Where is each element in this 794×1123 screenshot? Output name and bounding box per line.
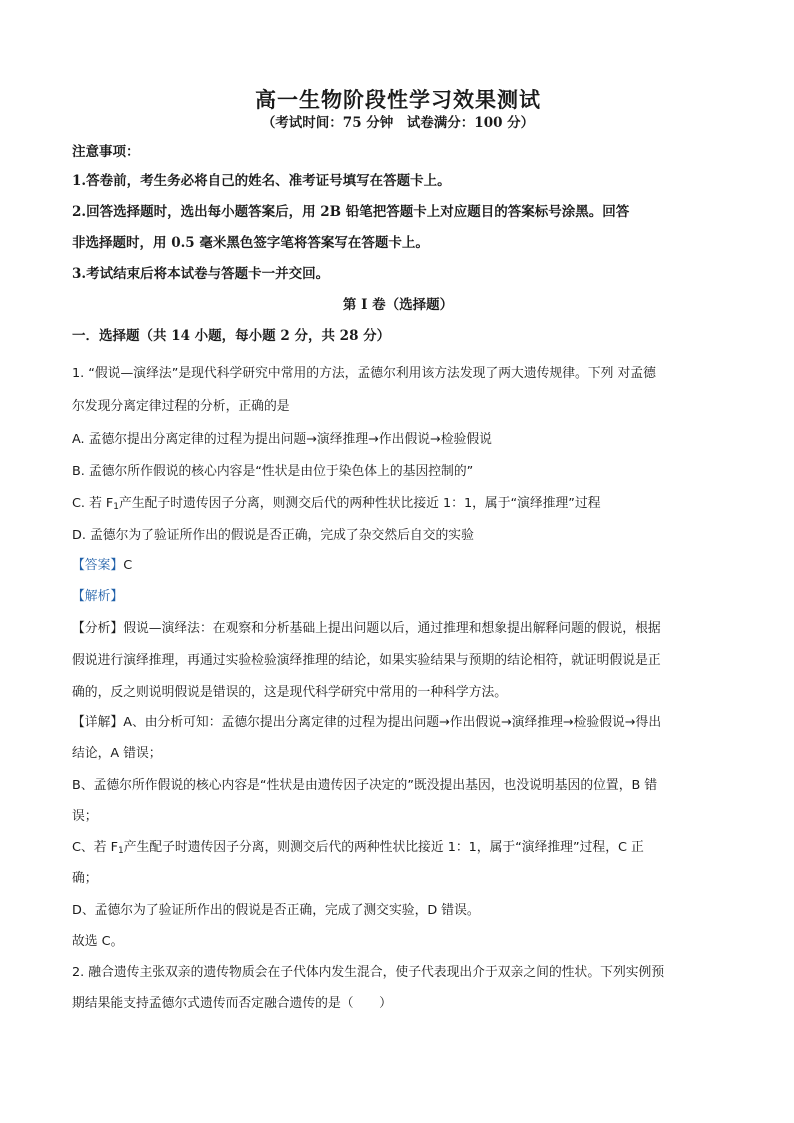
q1-detail-d: D、孟德尔为了验证所作出的假说是否正确，完成了测交实验，D 错误。 bbox=[72, 903, 480, 918]
q1-fenxi-line-3: 确的，反之则说明假说是错误的，这是现代科学研究中常用的一种科学方法。 bbox=[72, 685, 508, 700]
detail-c-text: 产生配子时遗传因子分离，则测交后代的两种性状比接近 1：1，属于“演绎推理”过程，C 正 bbox=[123, 840, 644, 855]
q1-option-c-subscript: 1 bbox=[113, 502, 120, 512]
detail-c-subscript: 1 bbox=[117, 846, 124, 856]
q2-stem-line-2: 期结果能支持孟德尔式遗传而否定融合遗传的是（ ） bbox=[72, 996, 392, 1011]
q1-stem-line-2: 尔发现分离定律过程的分析，正确的是 bbox=[72, 399, 290, 414]
answer-value: C bbox=[123, 558, 133, 573]
q1-fenxi-line-2: 假说进行演绎推理，再通过实验检验演绎推理的结论，如果实验结果与预期的结论相符，就证明假说是正 bbox=[72, 653, 661, 668]
q1-detail-b-line-1: B、孟德尔所作假说的核心内容是“性状是由遗传因子决定的”既没提出基因，也没说明基因的位置，B 错 bbox=[72, 778, 658, 793]
q1-analysis bbox=[72, 588, 724, 606]
note-item-1: 1.答卷前，考生务必将自己的姓名、准考证号填写在答题卡上。 bbox=[72, 173, 451, 189]
part-title: 一．选择题（共 14 小题，每小题 2 分，共 28 分） bbox=[72, 328, 391, 344]
q1-option-a: A. 孟德尔提出分离定律的过程为提出问题→演绎推理→作出假说→检验假说 bbox=[72, 432, 492, 447]
q1-option-b: B. 孟德尔所作假说的核心内容是“性状是由位于染色体上的基因控制的” bbox=[72, 464, 474, 479]
note-item-3: 3.考试结束后将本试卷与答题卡一并交回。 bbox=[72, 266, 330, 282]
fenxi-tag: 【分析】 bbox=[72, 621, 124, 636]
q2-stem-line-1: 2. 融合遗传主张双亲的遗传物质会在子代体内发生混合，使子代表现出介于双亲之间的性状。下列实例预 bbox=[72, 965, 665, 980]
note-item-2-line-2: 非选择题时，用 0.5 毫米黑色签字笔将答案写在答题卡上。 bbox=[72, 235, 429, 251]
analysis-tag: 【解析】 bbox=[72, 589, 124, 604]
q1-detail-b-line-2: 误； bbox=[72, 809, 98, 824]
q1-answer bbox=[72, 557, 724, 575]
detail-c-prefix: C、若 F bbox=[72, 840, 118, 855]
q1-detail-a-line-1 bbox=[72, 714, 724, 732]
answer-tag: 【答案】 bbox=[72, 558, 124, 573]
q1-conclusion: 故选 C。 bbox=[72, 934, 124, 949]
notes-heading: 注意事项： bbox=[72, 144, 140, 160]
q1-option-d: D. 孟德尔为了验证所作出的假说是否正确，完成了杂交然后自交的实验 bbox=[72, 528, 474, 543]
exam-info: （考试时间：75 分钟 试卷满分：100 分） bbox=[261, 115, 535, 131]
q1-detail-c-line-2: 确； bbox=[72, 871, 98, 886]
detail-tag: 【详解】 bbox=[72, 715, 124, 730]
q1-detail-a-line-2: 结论，A 错误； bbox=[72, 746, 162, 761]
q1-option-c-prefix: C. 若 F bbox=[72, 496, 114, 511]
q1-detail-c-line-1 bbox=[72, 839, 724, 860]
fenxi-text-1: 假说—演绎法：在观察和分析基础上提出问题以后，通过推理和想象提出解释问题的假说，根据 bbox=[123, 621, 661, 636]
q1-fenxi-line-1 bbox=[72, 620, 724, 638]
detail-a-text-1: A、由分析可知：孟德尔提出分离定律的过程为提出问题→作出假说→演绎推理→检验假说→得出 bbox=[123, 715, 662, 730]
q1-option-c-text: 产生配子时遗传因子分离，则测交后代的两种性状比接近 1：1，属于“演绎推理”过程 bbox=[119, 496, 601, 511]
q1-option-c bbox=[72, 495, 724, 516]
page-title: 高一生物阶段性学习效果测试 bbox=[255, 87, 541, 112]
note-item-2-line-1: 2.回答选择题时，选出每小题答案后，用 2B 铅笔把答题卡上对应题目的答案标号涂黑。回答 bbox=[72, 204, 630, 220]
volume-title: 第 I 卷（选择题） bbox=[342, 297, 454, 313]
q1-stem-line-1: 1. “假说—演绎法”是现代科学研究中常用的方法，孟德尔利用该方法发现了两大遗传规律。下列 对孟德 bbox=[72, 366, 656, 381]
